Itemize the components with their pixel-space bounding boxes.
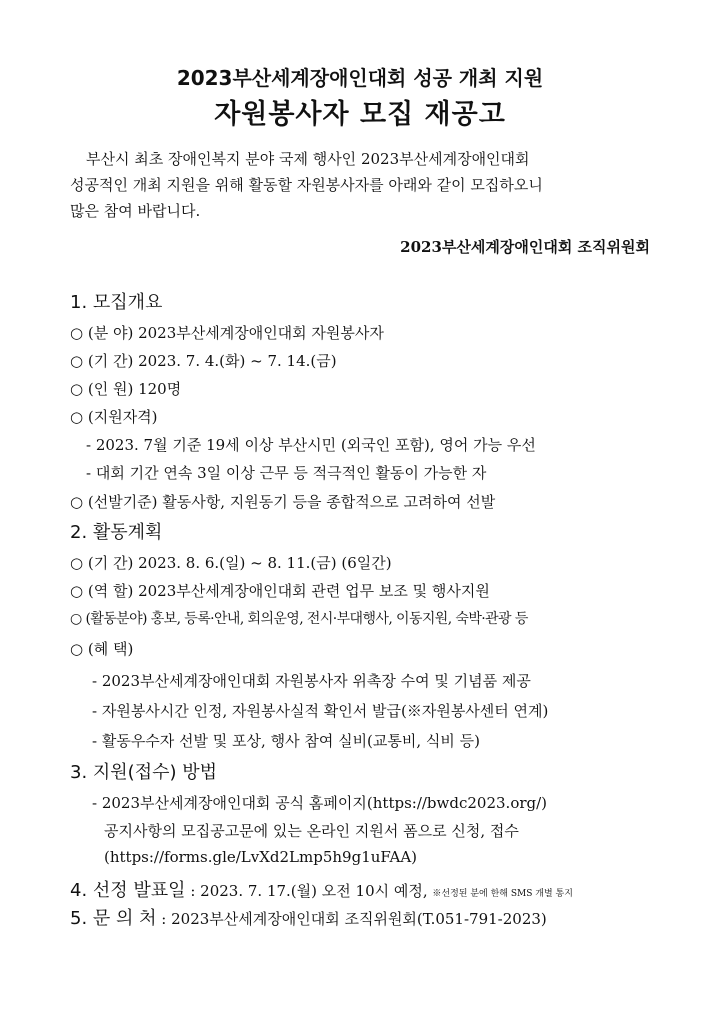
list-subitem: - 대회 기간 연속 3일 이상 근무 등 적극적인 활동이 가능한 자	[86, 464, 487, 482]
notice-subtitle: 2023부산세계장애인대회 성공 개최 지원	[176, 66, 544, 90]
section1-heading: 1. 모집개요	[70, 292, 163, 313]
notice-title: 자원봉사자 모집 재공고	[214, 99, 506, 130]
section2-heading: 2. 활동계획	[70, 522, 163, 543]
list-subitem: - 2023부산세계장애인대회 공식 홈페이지(https://bwdc2023.org/)	[92, 794, 548, 812]
contact-info: : 2023부산세계장애인대회 조직위원회(T.051-791-2023)	[161, 910, 547, 928]
intro-line: 성공적인 개최 지원을 위해 활동할 자원봉사자를 아래와 같이 모집하오니	[70, 176, 543, 194]
list-item: ○ (혜 택)	[70, 640, 134, 658]
list-subitem: - 2023. 7월 기준 19세 이상 부산시민 (외국인 포함), 영어 가능 우선	[86, 436, 536, 454]
list-subitem: - 2023부산세계장애인대회 자원봉사자 위촉장 수여 및 기념품 제공	[92, 672, 531, 690]
section5-line	[70, 904, 547, 930]
application-form-link: (https://forms.gle/LvXd2Lmp5h9g1uFAA)	[104, 848, 418, 866]
organizer-name: 2023부산세계장애인대회 조직위원회	[400, 238, 650, 256]
announcement-date: : 2023. 7. 17.(월) 오전 10시 예정,	[190, 882, 428, 900]
list-subitem: - 활동우수자 선발 및 포상, 행사 참여 실비(교통비, 식비 등)	[92, 732, 481, 750]
list-item: ○ (지원자격)	[70, 408, 158, 426]
list-item: ○ (기 간) 2023. 7. 4.(화) ~ 7. 14.(금)	[70, 352, 337, 370]
intro-line: 부산시 최초 장애인복지 분야 국제 행사인 2023부산세계장애인대회	[86, 150, 530, 168]
announcement-note: ※선정된 분에 한해 SMS 개별 통지	[432, 889, 573, 899]
list-subitem: - 자원봉사시간 인정, 자원봉사실적 확인서 발급(※자원봉사센터 연계)	[92, 702, 549, 720]
section4-line	[70, 876, 573, 902]
list-item: ○ (선발기준) 활동사항, 지원동기 등을 종합적으로 고려하여 선발	[70, 493, 496, 511]
list-item: ○ (활동분야) 홍보, 등록·안내, 회의운영, 전시·부대행사, 이동지원, 숙박·관광 등	[70, 611, 528, 627]
intro-line: 많은 참여 바랍니다.	[70, 202, 201, 220]
list-item: ○ (인 원) 120명	[70, 380, 182, 398]
list-item: ○ (분 야) 2023부산세계장애인대회 자원봉사자	[70, 324, 384, 342]
intro-paragraph	[70, 146, 656, 224]
section5-heading: 5. 문 의 처	[70, 908, 157, 929]
list-item: ○ (역 할) 2023부산세계장애인대회 관련 업무 보조 및 행사지원	[70, 582, 490, 600]
section4-heading: 4. 선정 발표일	[70, 880, 186, 901]
section3-heading: 3. 지원(접수) 방법	[70, 762, 217, 783]
list-subitem: 공지사항의 모집공고문에 있는 온라인 지원서 폼으로 신청, 접수	[104, 822, 519, 840]
list-item: ○ (기 간) 2023. 8. 6.(일) ~ 8. 11.(금) (6일간)	[70, 554, 392, 572]
